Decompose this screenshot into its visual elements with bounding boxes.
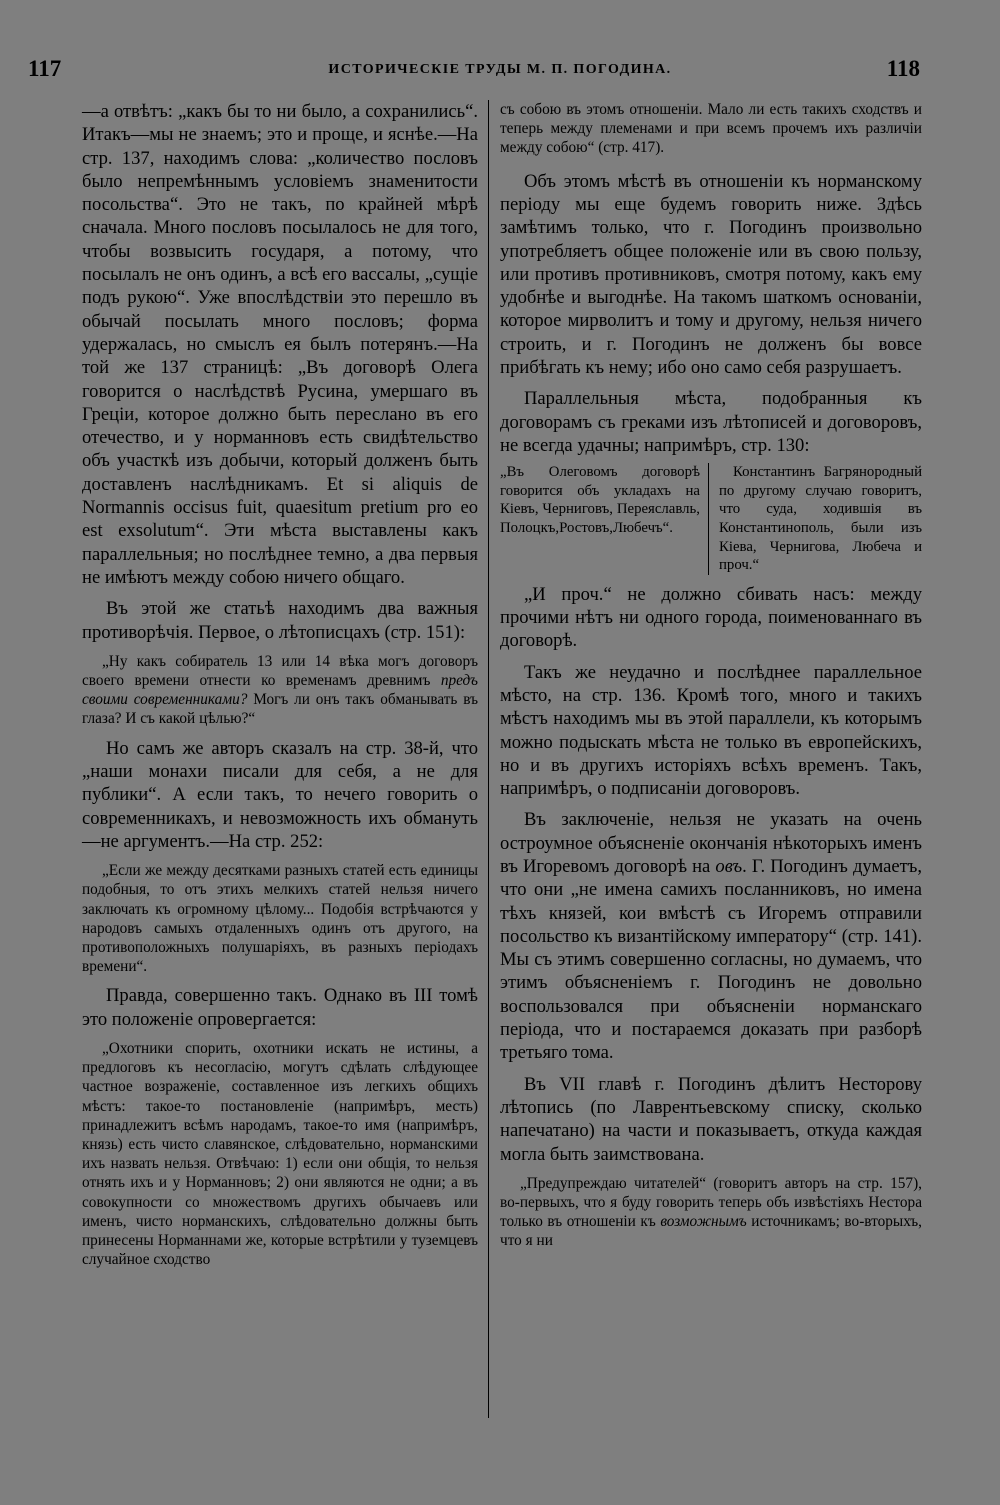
left-paragraph-3: Но самъ же авторъ сказалъ на стр. 38-й, что „наши монахи писали для себя, а не для публики“. А если такъ, то нечего говорить о современникахъ, и невозможность ихъ обмануть—не аргументъ.—На стр. 252: [82,737,478,852]
paragraph-text: Въ заключеніе, нельзя не указать на очень остроумное объясненіе окончанія нѣкоторыхъ именъ въ Игоревомъ договорѣ на [500,809,922,877]
page-number-right: 118 [886,56,920,81]
right-quote-continuation: съ собою въ этомъ отношеніи. Мало ли есть такихъ сходствъ и теперь между племенами и при всемъ прочемъ ихъ различіи между собою“ (стр. 417). [500,101,922,157]
right-paragraph-4: Такъ же неудачно и послѣднее параллельное мѣсто, на стр. 136. Кромѣ того, много и такихъ мѣстъ находимъ мы въ этой параллели, къ которымъ можно подыскать мѣста не только въ европейскихъ, но и въ другихъ исторіяхъ всѣхъ временъ. Такъ, напримѣръ, о подписаніи договоровъ. [500,661,922,800]
left-quote-2: „Если же между десятками разныхъ статей есть единицы подобныя, то отъ этихъ мелкихъ статей нельзя ничего заключать къ огромному цѣлому... Подобія встрѣчаются у народовъ самыхъ отдаленныхъ одинъ отъ другого, на противоположныхъ полушаріяхъ, въ разныхъ періодахъ времени“. [82,862,478,976]
quote-text: „Предупреждаю читателей“ (говоритъ авторъ на стр. 157), во-первыхъ, что я буду говорить теперь объ извѣстіяхъ Нестора только въ отношеніи къ [500,1174,922,1231]
quote-emphasis: предъ своими современниками? [82,672,478,709]
paragraph-text: . Г. Погодинъ думаетъ, что они „не имена самихъ посланниковъ, но имена тѣхъ князей, кои вмѣстѣ съ Игоремъ отправили посольство къ византійскому императору“ (стр. 141). Мы съ этимъ совершенно согласны, но думаемъ, что этимъ объясненіемъ г. Погодинъ не довольно воспользовался при объясненіи норманскаго періода, что и постараемся доказать при разборѣ третьяго тома. [500,856,922,1064]
quote-text: „Ну какъ собиратель 13 или 14 вѣка могъ договоръ своего времени отнести ко временамъ древнимъ [82,652,478,690]
parallel-right-cell: Константинъ Багрянородный по другому случаю говоритъ, что суда, ходившія въ Константинополь, были изъ Кіева, Чернигова, Любеча и проч.“ [708,463,922,575]
right-paragraph-5 [500,808,922,1064]
right-quote-4 [500,1174,922,1251]
column-divider [488,100,489,1418]
left-column [82,100,478,1269]
right-column [500,100,922,1251]
left-quote-3: „Охотники спорить, охотники искать не истины, а предлоговъ къ несогласію, могутъ сдѣлать слѣдующее частное возраженіе, составленное изъ легкихъ общихъ мѣстъ: такое-то постановленіе (напримѣръ, месть) принадлежитъ всѣмъ народамъ, такое-то имя (напримѣръ, князь) есть чисто славянское, слѣдовательно, норманскими ихъ назвать нельзя. Отвѣчаю: 1) если они общія, то нельзя отнять ихъ и у Норманновъ; 2) они являются не одни; а въ совокупности со множествомъ другихъ обычаевъ или именъ, чисто норманскихъ, слѣдовательно должны быть принесены Норманнами же, которые встрѣтили у туземцевъ случайное сходство [82,1039,478,1269]
parallel-passages [500,463,922,575]
right-paragraph-6: Въ VII главѣ г. Погодинъ дѣлитъ Несторову лѣтопись (по Лаврентьевскому списку, сколько напечатано) на части и показываетъ, откуда каждая могла быть заимствована. [500,1073,922,1165]
quote-text: Могъ ли онъ такъ обманывать въ глаза? И съ какой цѣлью?“ [82,691,478,728]
right-paragraph-2: Параллельныя мѣста, подобранныя къ договорамъ съ греками изъ лѣтописей и договоровъ, не всегда удачны; напримѣръ, стр. 130: [500,388,922,456]
right-paragraph-3: „И проч.“ не должно сбивать насъ: между прочими нѣтъ ни одного города, поименованнаго въ договорѣ. [500,583,922,652]
left-paragraph-4: Правда, совершенно такъ. Однако въ III томѣ это положеніе опровергается: [82,985,478,1030]
running-title: ИСТОРИЧЕСКІЕ ТРУДЫ М. П. ПОГОДИНА. [328,62,672,77]
left-quote-1 [82,652,478,729]
left-paragraph-2: Въ этой же статьѣ находимъ два важныя противорѣчія. Первое, о лѣтописцахъ (стр. 151): [82,598,478,643]
left-paragraph-1: —а отвѣтъ: „какъ бы то ни было, а сохранились“. Итакъ—мы не знаемъ; это и проще, и яснѣе.—На стр. 137, находимъ слова: „количество пословъ было непремѣннымъ условіемъ знаменитости посольства“. Это не такъ, по крайней мѣрѣ сначала. Много пословъ посылалось не для того, чтобы возвысить государя, а потому, что посылалъ не онъ одинъ, а всѣ его вассалы, „сущіе подъ рукою“. Уже впослѣдствіи это перешло въ обычай посылать много пословъ; форма удержалась, но смыслъ ея былъ потерянъ.—На той же 137 страницѣ: „Въ договорѣ Олега говорится о наслѣдствѣ Русина, умершаго въ Греціи, которое должно быть переслано въ его отечество, и у норманновъ есть свидѣтельство объ участкѣ изъ добычи, который долженъ быть доставленъ наслѣдникамъ. Et si aliquis de Normannis occisus fuit, quaesitum pretium pro eo est exsolutum“. Эти мѣста выставлены какъ параллельныя; но послѣднее темно, а два первыя не имѣютъ между собою ничего общаго. [82,101,478,588]
page-number-left: 117 [28,56,62,81]
paragraph-emphasis: овъ [715,856,743,877]
quote-text: источникамъ; во-вторыхъ, что я ни [500,1213,922,1250]
page-header [0,56,1000,86]
parallel-left-cell: „Въ Олеговомъ договорѣ говорится объ укладахъ на Кіевъ, Черниговъ, Переяславль, Полоцкъ,Ростовъ,Любечъ“. [500,464,700,536]
quote-emphasis: возможнымъ [660,1213,747,1231]
right-paragraph-1: Объ этомъ мѣстѣ въ отношеніи къ норманскому періоду мы еще будемъ говорить ниже. Здѣсь замѣтимъ только, что г. Погодинъ произвольно употребляетъ общее положеніе или въ свою пользу, или противъ противниковъ, смотря потому, какъ ему удобнѣе и выгоднѣе. На такомъ шаткомъ основаніи, которое мирволитъ и тому и другому, нельзя ничего строить, и г. Погодинъ не долженъ бы вовсе прибѣгать къ нему; ибо оно само себя разрушаетъ. [500,170,922,378]
